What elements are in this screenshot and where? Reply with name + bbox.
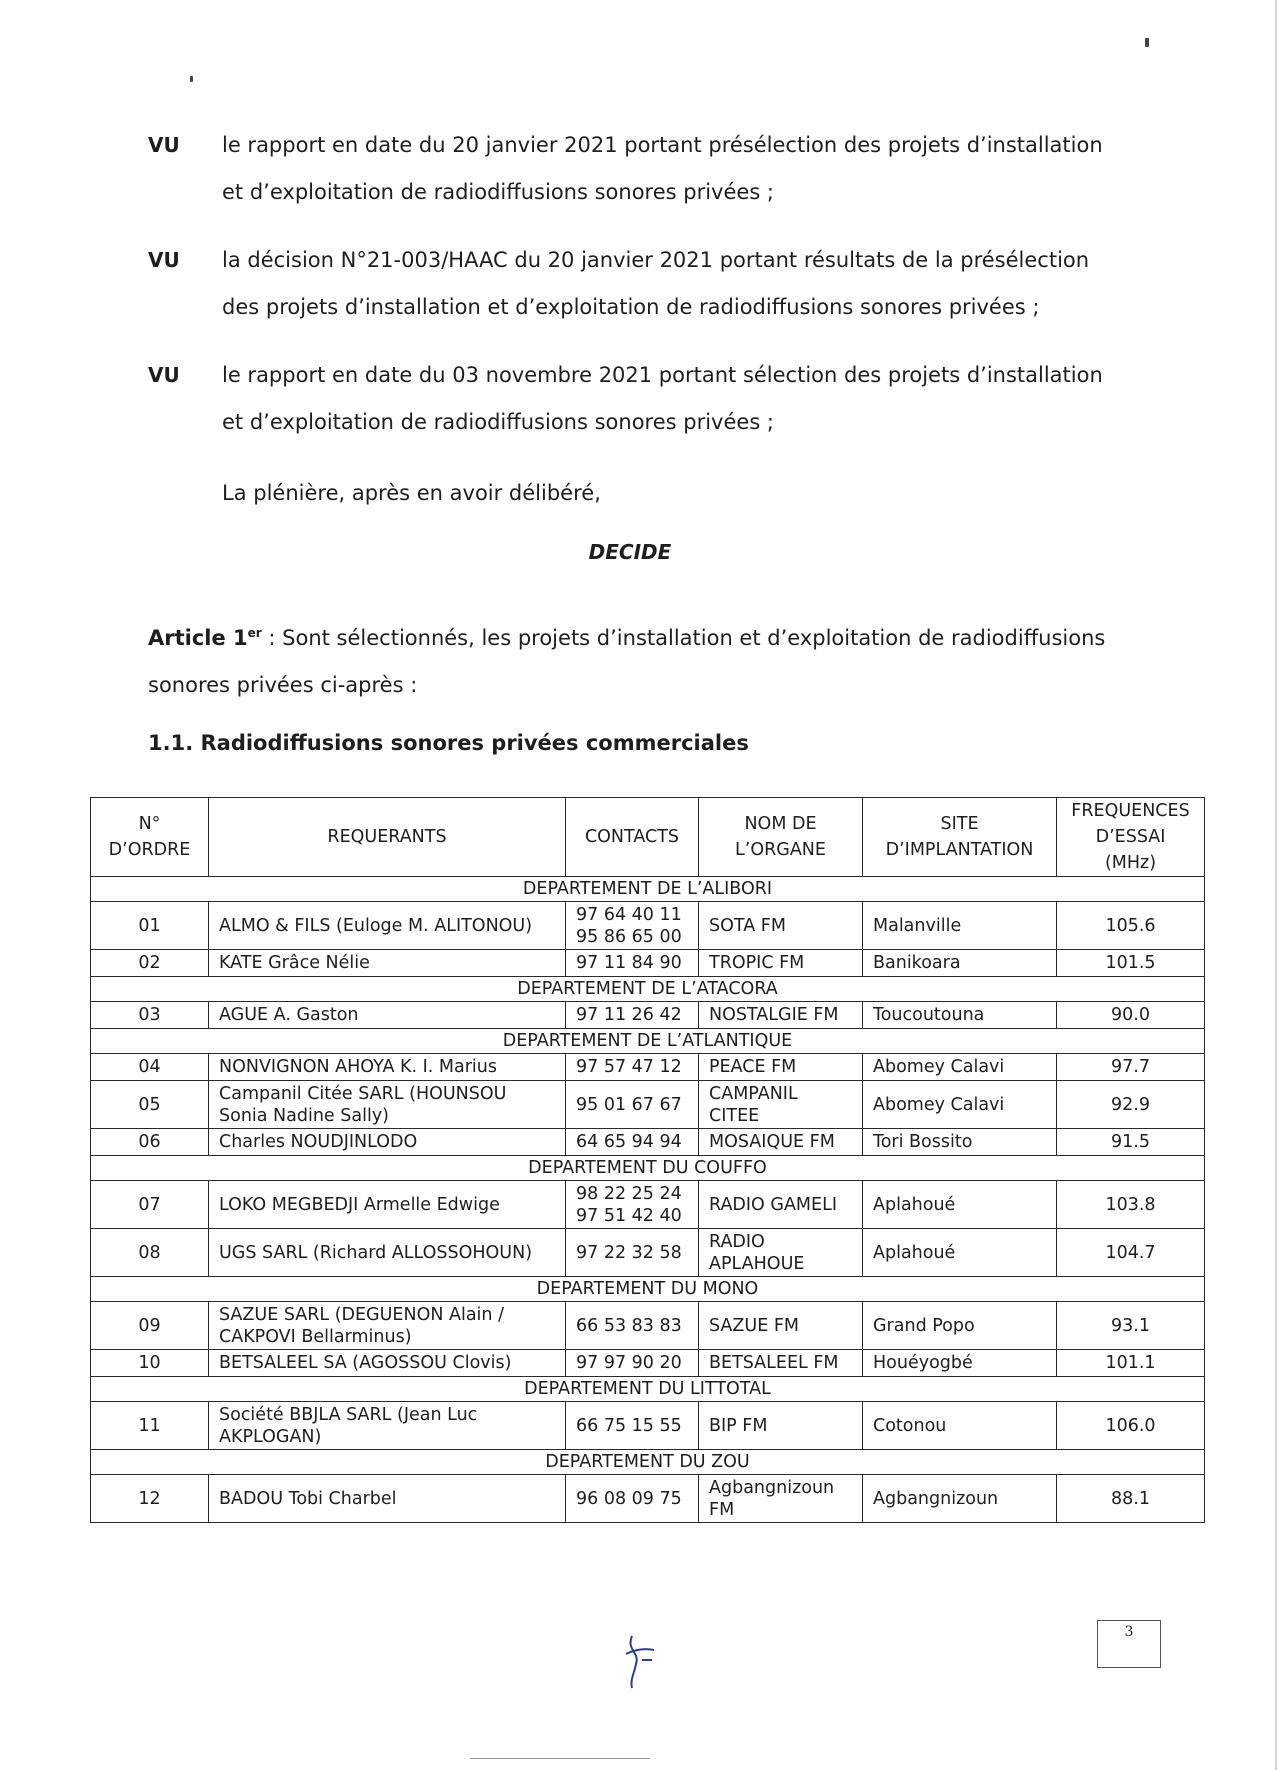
table-row: [91, 1054, 1205, 1081]
cell-site: Aplahoué: [863, 1229, 1057, 1277]
cell-site: Abomey Calavi: [863, 1081, 1057, 1129]
contact-phone: 97 11 26 42: [576, 1005, 682, 1025]
cell-site: Aplahoué: [863, 1181, 1057, 1229]
header-freq: [1057, 798, 1205, 877]
signature-mark: [620, 1630, 660, 1696]
vu-line: le rapport en date du 20 janvier 2021 portant présélection des projets d’installation: [222, 133, 1103, 157]
cell-freq: 88.1: [1057, 1475, 1205, 1523]
cell-contacts: [566, 1402, 699, 1450]
table-header-row: [91, 798, 1205, 877]
header-requerants: REQUERANTS: [209, 798, 566, 877]
header-contacts: CONTACTS: [566, 798, 699, 877]
contact-phone: 97 11 84 90: [576, 953, 682, 973]
cell-contacts: [566, 1475, 699, 1523]
table-row: [91, 902, 1205, 950]
cell-ordre: 12: [91, 1475, 209, 1523]
article-1: [148, 610, 1108, 709]
cell-freq: 104.7: [1057, 1229, 1205, 1277]
cell-ordre: 09: [91, 1302, 209, 1350]
contact-phone: 97 22 32 58: [576, 1242, 682, 1263]
table-row: [91, 1302, 1205, 1350]
department-row: [91, 1029, 1205, 1054]
vu-line: le rapport en date du 03 novembre 2021 portant sélection des projets d’installation: [222, 363, 1103, 387]
cell-organe: TROPIC FM: [699, 950, 863, 977]
cell-freq: 103.8: [1057, 1181, 1205, 1229]
cell-organe: SOTA FM: [699, 902, 863, 950]
cell-requerant: LOKO MEGBEDJI Armelle Edwige: [209, 1181, 566, 1229]
contact-phone: 95 01 67 67: [576, 1094, 682, 1115]
contact-phone: 97 51 42 40: [576, 1205, 682, 1226]
vu-text: [222, 352, 1108, 446]
vu-text: [222, 122, 1108, 216]
cell-freq: 97.7: [1057, 1054, 1205, 1081]
cell-site: Houéyogbé: [863, 1350, 1057, 1377]
vu-paragraph-2: [148, 237, 1108, 331]
header-line: FREQUENCES: [1071, 801, 1190, 821]
cell-contacts: [566, 1350, 699, 1377]
department-row: [91, 877, 1205, 902]
department-row: [91, 1156, 1205, 1181]
contact-phone: 96 08 09 75: [576, 1488, 682, 1509]
cell-ordre: 06: [91, 1129, 209, 1156]
contact-phone: 97 57 47 12: [576, 1057, 682, 1077]
table-row: [91, 1475, 1205, 1523]
cell-requerant: KATE Grâce Nélie: [209, 950, 566, 977]
cell-ordre: 07: [91, 1181, 209, 1229]
section-title: 1.1. Radiodiffusions sonores privées commerciales: [148, 731, 749, 755]
contact-phone: 66 75 15 55: [576, 1415, 682, 1436]
article-line-2: sonores privées ci-après :: [148, 673, 418, 697]
cell-contacts: [566, 1181, 699, 1229]
cell-ordre: 05: [91, 1081, 209, 1129]
table-row: [91, 1402, 1205, 1450]
cell-ordre: 01: [91, 902, 209, 950]
vu-keyword: VU: [148, 248, 180, 272]
header-ordre: [91, 798, 209, 877]
cell-freq: 101.5: [1057, 950, 1205, 977]
department-row: [91, 977, 1205, 1002]
scan-speck: [190, 76, 193, 82]
header-site: [863, 798, 1057, 877]
cell-contacts: [566, 1229, 699, 1277]
cell-freq: 106.0: [1057, 1402, 1205, 1450]
cell-contacts: [566, 902, 699, 950]
footer-rule: [470, 1758, 650, 1759]
header-line: N°: [138, 814, 161, 834]
cell-site: Grand Popo: [863, 1302, 1057, 1350]
contact-phone: 64 65 94 94: [576, 1132, 682, 1152]
cell-freq: 101.1: [1057, 1350, 1205, 1377]
header-line: D’IMPLANTATION: [885, 840, 1034, 860]
pleniere-text: La plénière, après en avoir délibéré,: [222, 481, 601, 505]
cell-organe: RADIO APLAHOUE: [699, 1229, 863, 1277]
cell-freq: 90.0: [1057, 1002, 1205, 1029]
cell-freq: 105.6: [1057, 902, 1205, 950]
department-row: [91, 1377, 1205, 1402]
cell-site: Cotonou: [863, 1402, 1057, 1450]
cell-site: Toucoutouna: [863, 1002, 1057, 1029]
cell-ordre: 02: [91, 950, 209, 977]
header-line: NOM DE: [744, 814, 817, 834]
header-organe: [699, 798, 863, 877]
vu-text: [222, 237, 1108, 331]
cell-organe: PEACE FM: [699, 1054, 863, 1081]
table-row: [91, 1229, 1205, 1277]
cell-contacts: [566, 950, 699, 977]
vu-paragraph-1: [148, 122, 1108, 216]
cell-site: Malanville: [863, 902, 1057, 950]
cell-site: Abomey Calavi: [863, 1054, 1057, 1081]
cell-contacts: [566, 1002, 699, 1029]
contact-phone: 66 53 83 83: [576, 1315, 682, 1336]
cell-ordre: 04: [91, 1054, 209, 1081]
article-line-1: [148, 610, 1108, 662]
cell-requerant: NONVIGNON AHOYA K. I. Marius: [209, 1054, 566, 1081]
cell-ordre: 10: [91, 1350, 209, 1377]
cell-site: Agbangnizoun: [863, 1475, 1057, 1523]
cell-organe: BETSALEEL FM: [699, 1350, 863, 1377]
cell-requerant: Campanil Citée SARL (HOUNSOU Sonia Nadine Sally): [209, 1081, 566, 1129]
vu-line: la décision N°21-003/HAAC du 20 janvier 2021 portant résultats de la présélection: [222, 248, 1090, 272]
scan-speck: [1145, 38, 1149, 47]
header-line: L’ORGANE: [735, 840, 826, 860]
cell-organe: CAMPANIL CITEE: [699, 1081, 863, 1129]
table-row: [91, 1002, 1205, 1029]
cell-organe: NOSTALGIE FM: [699, 1002, 863, 1029]
department-row: [91, 1277, 1205, 1302]
department-name: DEPARTEMENT DU MONO: [91, 1277, 1205, 1302]
cell-requerant: BETSALEEL SA (AGOSSOU Clovis): [209, 1350, 566, 1377]
cell-requerant: SAZUE SARL (DEGUENON Alain / CAKPOVI Bellarminus): [209, 1302, 566, 1350]
header-line: D’ESSAI: [1095, 827, 1166, 847]
cell-organe: Agbangnizoun FM: [699, 1475, 863, 1523]
vu-paragraph-3: [148, 352, 1108, 446]
vu-line: des projets d’installation et d’exploitation de radiodiffusions sonores privées ;: [222, 295, 1040, 319]
table-row: [91, 950, 1205, 977]
cell-requerant: Société BBJLA SARL (Jean Luc AKPLOGAN): [209, 1402, 566, 1450]
scan-edge: [1275, 0, 1277, 1770]
cell-requerant: AGUE A. Gaston: [209, 1002, 566, 1029]
cell-requerant: Charles NOUDJINLODO: [209, 1129, 566, 1156]
cell-ordre: 03: [91, 1002, 209, 1029]
cell-organe: SAZUE FM: [699, 1302, 863, 1350]
department-name: DEPARTEMENT DU LITTOTAL: [91, 1377, 1205, 1402]
contact-phone: 98 22 25 24: [576, 1183, 682, 1204]
vu-keyword: VU: [148, 363, 180, 387]
cell-organe: BIP FM: [699, 1402, 863, 1450]
cell-requerant: BADOU Tobi Charbel: [209, 1475, 566, 1523]
article-label: Article 1: [148, 626, 248, 650]
cell-contacts: [566, 1302, 699, 1350]
header-line: (MHz): [1104, 853, 1157, 873]
cell-freq: 91.5: [1057, 1129, 1205, 1156]
cell-organe: MOSAIQUE FM: [699, 1129, 863, 1156]
table-row: [91, 1181, 1205, 1229]
cell-site: Banikoara: [863, 950, 1057, 977]
cell-contacts: [566, 1129, 699, 1156]
article-sup: er: [247, 626, 262, 640]
vu-keyword: VU: [148, 133, 180, 157]
department-name: DEPARTEMENT DE L’ATACORA: [91, 977, 1205, 1002]
cell-ordre: 08: [91, 1229, 209, 1277]
cell-requerant: ALMO & FILS (Euloge M. ALITONOU): [209, 902, 566, 950]
radio-selection-table: [90, 797, 1205, 1523]
department-name: DEPARTEMENT DE L’ATLANTIQUE: [91, 1029, 1205, 1054]
contact-phone: 97 64 40 11: [576, 904, 682, 925]
contact-phone: 97 97 90 20: [576, 1353, 682, 1373]
page-number: 3: [1097, 1620, 1161, 1668]
article-text: : Sont sélectionnés, les projets d’installation et d’exploitation de radiodiffusions: [261, 626, 1106, 650]
cell-contacts: [566, 1081, 699, 1129]
table-body: [91, 877, 1205, 1523]
department-name: DEPARTEMENT DE L’ALIBORI: [91, 877, 1205, 902]
table-row: [91, 1129, 1205, 1156]
vu-line: et d’exploitation de radiodiffusions sonores privées ;: [222, 180, 775, 204]
cell-ordre: 11: [91, 1402, 209, 1450]
department-name: DEPARTEMENT DU ZOU: [91, 1450, 1205, 1475]
header-line: SITE: [940, 814, 979, 834]
cell-freq: 92.9: [1057, 1081, 1205, 1129]
table-row: [91, 1081, 1205, 1129]
cell-site: Tori Bossito: [863, 1129, 1057, 1156]
cell-freq: 93.1: [1057, 1302, 1205, 1350]
table-row: [91, 1350, 1205, 1377]
decide-heading: DECIDE: [588, 540, 672, 564]
contact-phone: 95 86 65 00: [576, 926, 682, 947]
department-row: [91, 1450, 1205, 1475]
department-name: DEPARTEMENT DU COUFFO: [91, 1156, 1205, 1181]
cell-organe: RADIO GAMELI: [699, 1181, 863, 1229]
cell-contacts: [566, 1054, 699, 1081]
header-line: D’ORDRE: [108, 840, 191, 860]
cell-requerant: UGS SARL (Richard ALLOSSOHOUN): [209, 1229, 566, 1277]
vu-line: et d’exploitation de radiodiffusions sonores privées ;: [222, 410, 775, 434]
